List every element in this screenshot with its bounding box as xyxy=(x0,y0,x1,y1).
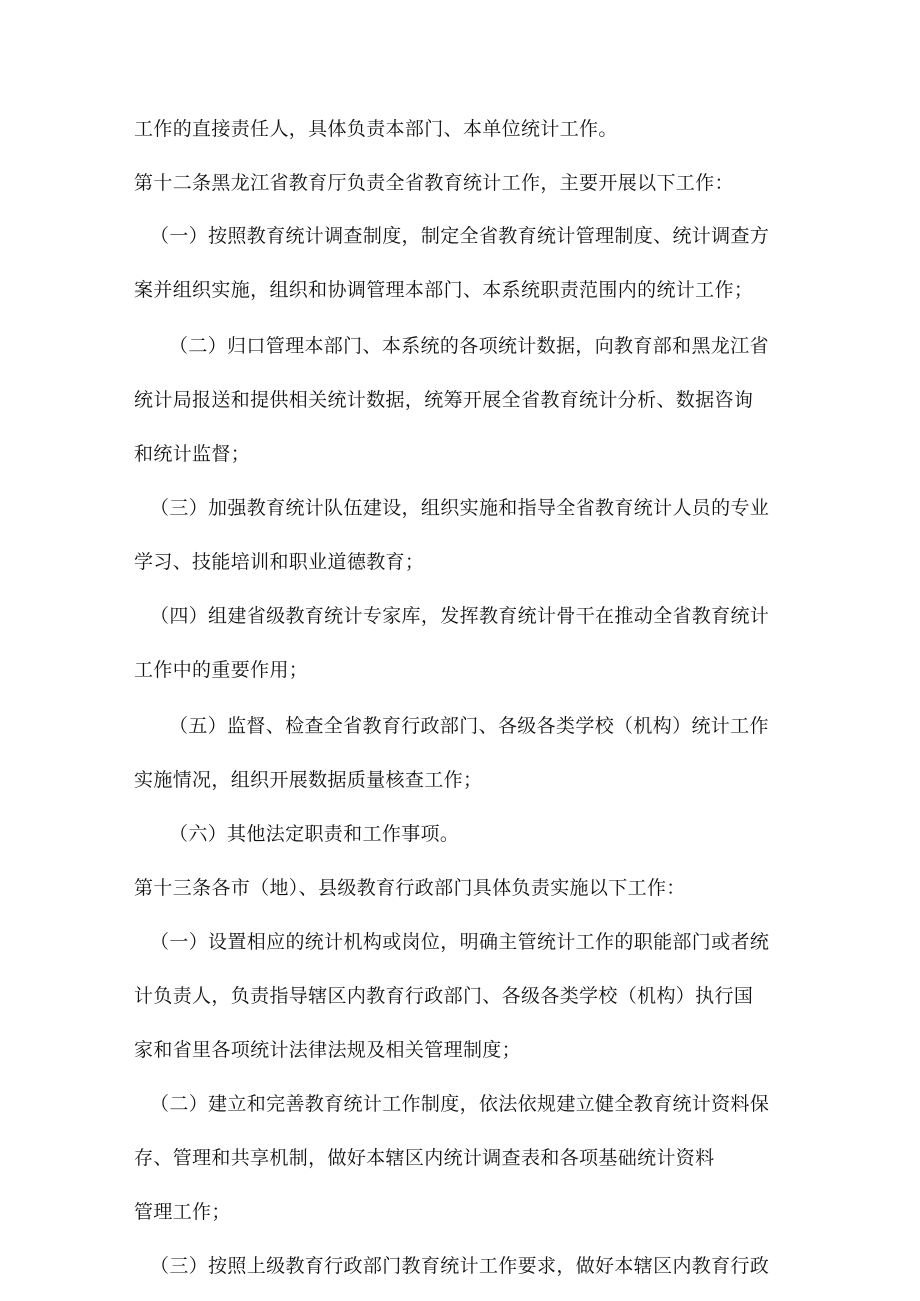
text-line: （六）其他法定职责和工作事项。 xyxy=(169,823,460,845)
text-line: 统计局报送和提供相关统计数据，统筹开展全省教育统计分析、数据咨询 xyxy=(134,389,754,411)
text-line: 计负责人，负责指导辖区内教育行政部门、各级各类学校（机构）执行国 xyxy=(134,985,754,1007)
text-line: 实施情况，组织开展数据质量核查工作； xyxy=(134,769,483,791)
text-line: （一）设置相应的统计机构或岗位，明确主管统计工作的职能部门或者统 xyxy=(150,931,770,953)
text-line: 和统计监督； xyxy=(134,443,251,465)
text-line: （四）组建省级教育统计专家库，发挥教育统计骨干在推动全省教育统计 xyxy=(150,605,770,627)
text-line: （三）按照上级教育行政部门教育统计工作要求，做好本辖区内教育行政 xyxy=(150,1255,770,1277)
text-line: （五）监督、检查全省教育行政部门、各级各类学校（机构）统计工作 xyxy=(169,715,769,737)
text-line: （二）建立和完善教育统计工作制度，依法依规建立健全教育统计资料保 xyxy=(150,1093,770,1115)
text-line: 工作中的重要作用； xyxy=(134,659,309,681)
text-line: （一）按照教育统计调查制度，制定全省教育统计管理制度、统计调查方 xyxy=(150,225,770,247)
text-line: （三）加强教育统计队伍建设，组织实施和指导全省教育统计人员的专业 xyxy=(150,497,770,519)
text-line: 家和省里各项统计法律法规及相关管理制度； xyxy=(134,1039,522,1061)
text-line: 管理工作； xyxy=(134,1201,231,1223)
text-line: 第十二条黑龙江省教育厅负责全省教育统计工作，主要开展以下工作： xyxy=(134,172,734,194)
text-line: 存、管理和共享机制，做好本辖区内统计调查表和各项基础统计资料 xyxy=(134,1147,715,1169)
text-line: 工作的直接责任人，具体负责本部门、本单位统计工作。 xyxy=(134,118,618,140)
text-line: 第十三条各市（地）、县级教育行政部门具体负责实施以下工作： xyxy=(134,877,686,899)
text-line: （二）归口管理本部门、本系统的各项统计数据，向教育部和黑龙江省 xyxy=(169,335,769,357)
text-line: 学习、技能培训和职业道德教育； xyxy=(134,551,425,573)
text-line: 案并组织实施，组织和协调管理本部门、本系统职责范围内的统计工作； xyxy=(134,279,754,301)
